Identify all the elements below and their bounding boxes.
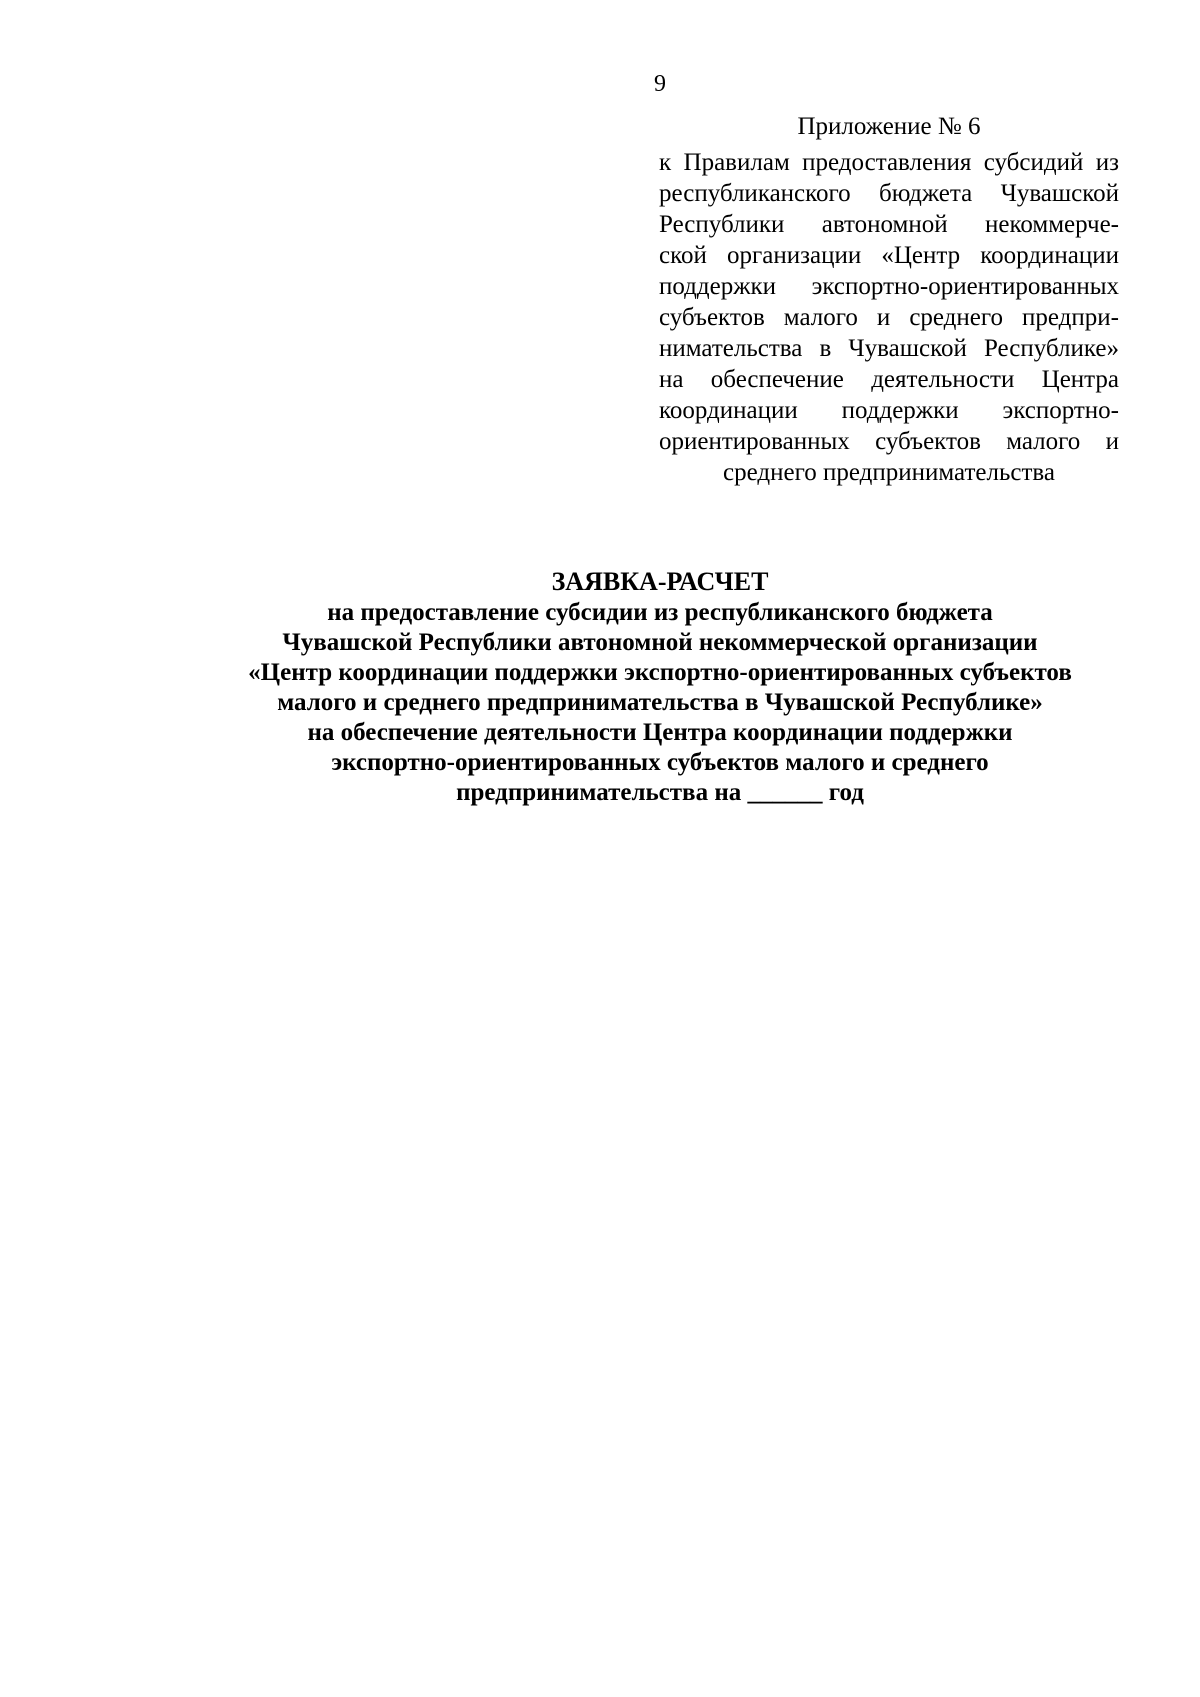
document-subtitle (0, 598, 1200, 808)
appendix-line: ориентированных субъектов малого и (659, 428, 1119, 455)
subtitle-line: «Центр координации поддержки экспортно-ориентированных субъектов (248, 659, 1072, 686)
subtitle-line: на обеспечение деятельности Центра координации поддержки (307, 719, 1013, 746)
appendix-line: Республики автономной некоммерче- (659, 211, 1119, 238)
appendix-line: ской организации «Центр координации (659, 242, 1119, 269)
appendix-title: Приложение № 6 (797, 113, 981, 140)
appendix-line: к Правилам предоставления субсидий из (659, 149, 1119, 176)
appendix-line: субъектов малого и среднего предпри- (659, 304, 1119, 331)
appendix-line: координации поддержки экспортно- (659, 397, 1119, 424)
subtitle-line: Чувашской Республики автономной некоммерческой организации (282, 629, 1038, 656)
appendix-line: республиканского бюджета Чувашской (659, 180, 1119, 207)
appendix-line: на обеспечение деятельности Центра (659, 366, 1119, 393)
appendix-line: поддержки экспортно-ориентированных (659, 273, 1119, 300)
document-title: ЗАЯВКА-РАСЧЕТ (551, 567, 769, 596)
subtitle-line-year: предпринимательства на ______ год (456, 779, 864, 806)
subtitle-line: на предоставление субсидии из республиканского бюджета (327, 599, 993, 626)
page-number: 9 (654, 71, 666, 97)
appendix-line-last: среднего предпринимательства (723, 459, 1055, 486)
subtitle-line: экспортно-ориентированных субъектов малого и среднего (331, 749, 989, 776)
subtitle-line: малого и среднего предпринимательства в Чувашской Республике» (277, 689, 1043, 716)
appendix-line: нимательства в Чувашской Республике» (659, 335, 1119, 362)
appendix-body (659, 147, 1119, 488)
